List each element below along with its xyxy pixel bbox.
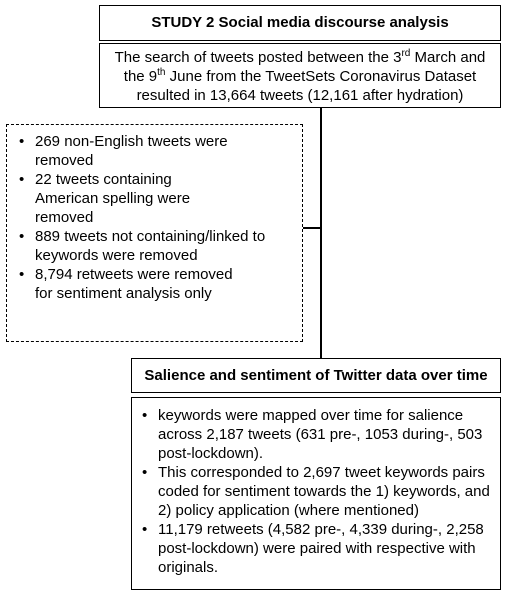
exclusion-item: • 8,794 retweets were removed for sentiment analysis only xyxy=(13,265,240,303)
connector-horizontal xyxy=(303,227,321,229)
results-item: • This corresponded to 2,697 tweet keywords pairs coded for sentiment towards the 1) keywords, and 2) policy application (where mentioned) xyxy=(136,463,492,520)
exclusion-list xyxy=(13,132,294,303)
study-title: STUDY 2 Social media discourse analysis xyxy=(151,14,449,31)
search-line-1-text: The search of tweets posted between the 3 xyxy=(114,49,402,66)
search-line-1 xyxy=(100,48,500,67)
exclusion-item: • 269 non-English tweets were removed xyxy=(13,132,250,170)
results-box xyxy=(131,397,501,590)
results-item: • keywords were mapped over time for salience across 2,187 tweets (631 pre-, 1053 during-, 503 post-lockdown). xyxy=(136,406,492,463)
results-item: • 11,179 retweets (4,582 pre-, 4,339 during-, 2,258 post-lockdown) were paired with respective with originals. xyxy=(136,520,492,577)
exclusion-box xyxy=(6,124,303,342)
salience-title: Salience and sentiment of Twitter data over time xyxy=(144,367,488,384)
results-list xyxy=(136,406,492,577)
salience-title-box xyxy=(131,358,501,393)
search-line-2 xyxy=(100,67,500,86)
exclusion-item: • 22 tweets containing American spelling were removed xyxy=(13,170,230,227)
search-line-3: resulted in 13,664 tweets (12,161 after hydration) xyxy=(136,87,464,104)
search-line-2-end: June from the TweetSets Coronavirus Dataset xyxy=(165,68,477,85)
search-line-1-sup: rd xyxy=(401,48,411,59)
search-description-box xyxy=(99,43,501,108)
exclusion-item: • 889 tweets not containing/linked to keywords were removed xyxy=(13,227,275,265)
study-title-box xyxy=(99,5,501,41)
search-line-1-end: March and xyxy=(410,49,486,66)
connector-vertical xyxy=(320,108,322,358)
search-line-2-sup: th xyxy=(157,67,166,78)
search-line-2-text: the 9 xyxy=(123,68,158,85)
